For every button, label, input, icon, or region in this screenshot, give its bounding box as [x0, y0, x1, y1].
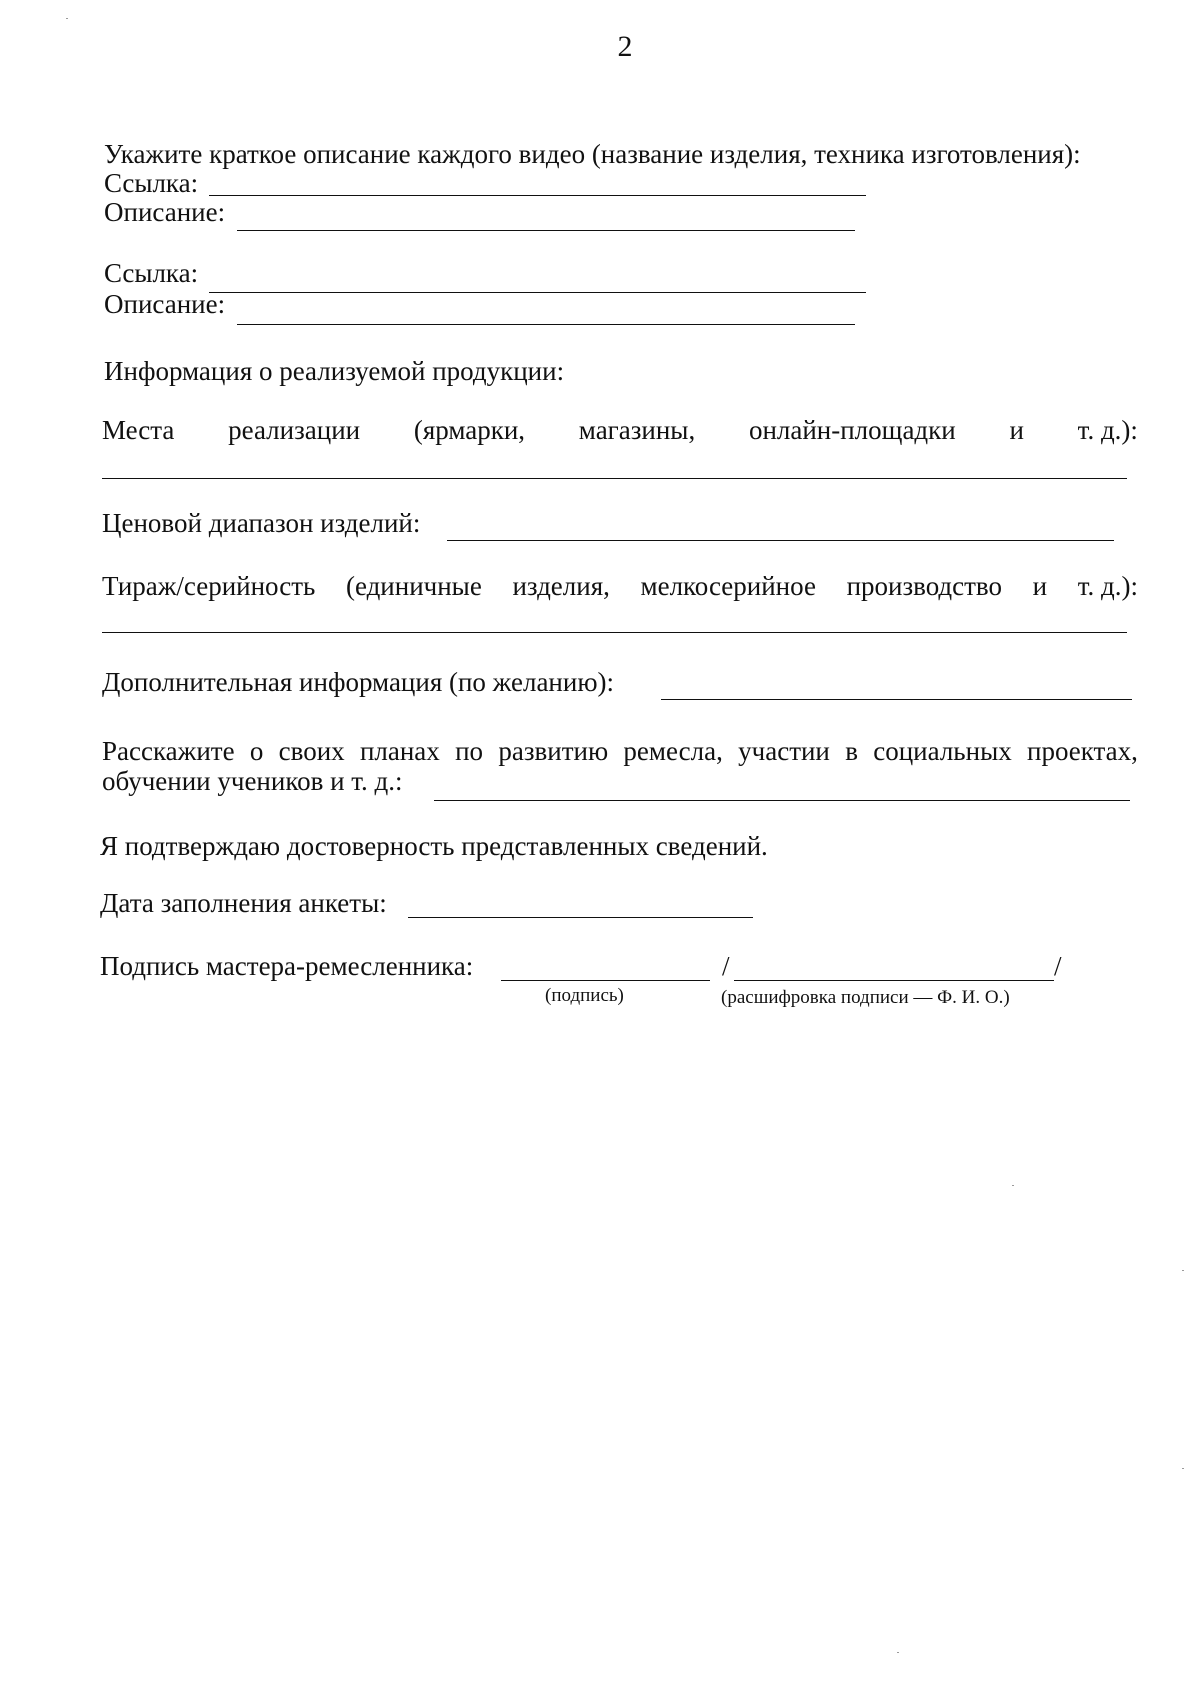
scan-speck: [66, 18, 68, 19]
plans-word: по: [455, 736, 484, 766]
edition-word: и: [1032, 571, 1048, 601]
plans-word: участии: [738, 736, 830, 766]
plans-word: своих: [278, 736, 345, 766]
signature-decoding-field[interactable]: [734, 980, 1054, 981]
edition-label: [102, 570, 1138, 602]
plans-label-line1: [102, 735, 1138, 767]
date-label: Дата заполнения анкеты:: [100, 888, 387, 918]
plans-word: социальных: [873, 736, 1012, 766]
link-label-1: Ссылка:: [104, 168, 199, 198]
sales-places-word: реализации: [228, 415, 361, 445]
date-field[interactable]: [408, 917, 753, 918]
products-heading: Информация о реализуемой продукции:: [104, 356, 565, 386]
scan-speck: [1012, 1185, 1014, 1186]
signature-field[interactable]: [501, 980, 710, 981]
sales-places-word: (ярмарки,: [413, 415, 526, 445]
link-field-2[interactable]: [209, 292, 866, 293]
plans-word: ремесла,: [623, 736, 723, 766]
additional-info-field[interactable]: [661, 699, 1132, 700]
signature-label: Подпись мастера-ремесленника:: [100, 951, 474, 981]
link-field-1[interactable]: [209, 195, 866, 196]
scan-speck: [1182, 1270, 1184, 1271]
plans-field[interactable]: [434, 800, 1130, 801]
additional-info-label: Дополнительная информация (по желанию):: [102, 667, 614, 697]
sales-places-word: и: [1009, 415, 1024, 445]
sales-places-word: магазины,: [578, 415, 696, 445]
edition-word: Тираж/серийность: [102, 571, 316, 601]
plans-word: о: [249, 736, 264, 766]
sales-places-word: т. д.):: [1077, 415, 1138, 445]
scan-speck: [1182, 1468, 1184, 1469]
sales-places-field[interactable]: [102, 478, 1127, 479]
signature-decoding-caption: (расшифровка подписи — Ф. И. О.): [721, 987, 1010, 1008]
description-label-2: Описание:: [104, 289, 226, 319]
plans-word: в: [845, 736, 858, 766]
plans-word: Расскажите: [102, 736, 235, 766]
edition-word: (единичные: [345, 571, 482, 601]
price-range-label: Ценовой диапазон изделий:: [102, 508, 421, 538]
edition-word: производство: [846, 571, 1002, 601]
scan-speck: [897, 1652, 899, 1653]
description-field-1[interactable]: [237, 230, 855, 231]
edition-field[interactable]: [102, 632, 1127, 633]
plans-label-line2: обучении учеников и т. д.:: [102, 766, 403, 796]
sales-places-word: Места: [102, 415, 175, 445]
signature-caption: (подпись): [545, 985, 624, 1006]
edition-word: т. д.):: [1077, 571, 1138, 601]
page-number: 2: [617, 30, 633, 63]
confirmation-statement: Я подтверждаю достоверность представленных сведений.: [100, 831, 768, 861]
description-field-2[interactable]: [237, 324, 855, 325]
video-section-heading: Укажите краткое описание каждого видео (название изделия, техника изготовления):: [104, 139, 1081, 169]
plans-word: проектах,: [1027, 736, 1138, 766]
signature-slash-right: /: [1054, 951, 1062, 981]
plans-word: планах: [359, 736, 440, 766]
plans-word: развитию: [498, 736, 609, 766]
description-label-1: Описание:: [104, 197, 226, 227]
sales-places-word: онлайн-площадки: [748, 415, 956, 445]
price-range-field[interactable]: [447, 540, 1114, 541]
link-label-2: Ссылка:: [104, 258, 199, 288]
sales-places-label: [102, 414, 1138, 446]
signature-slash-left: /: [722, 951, 730, 981]
edition-word: мелкосерийное: [640, 571, 816, 601]
edition-word: изделия,: [512, 571, 610, 601]
